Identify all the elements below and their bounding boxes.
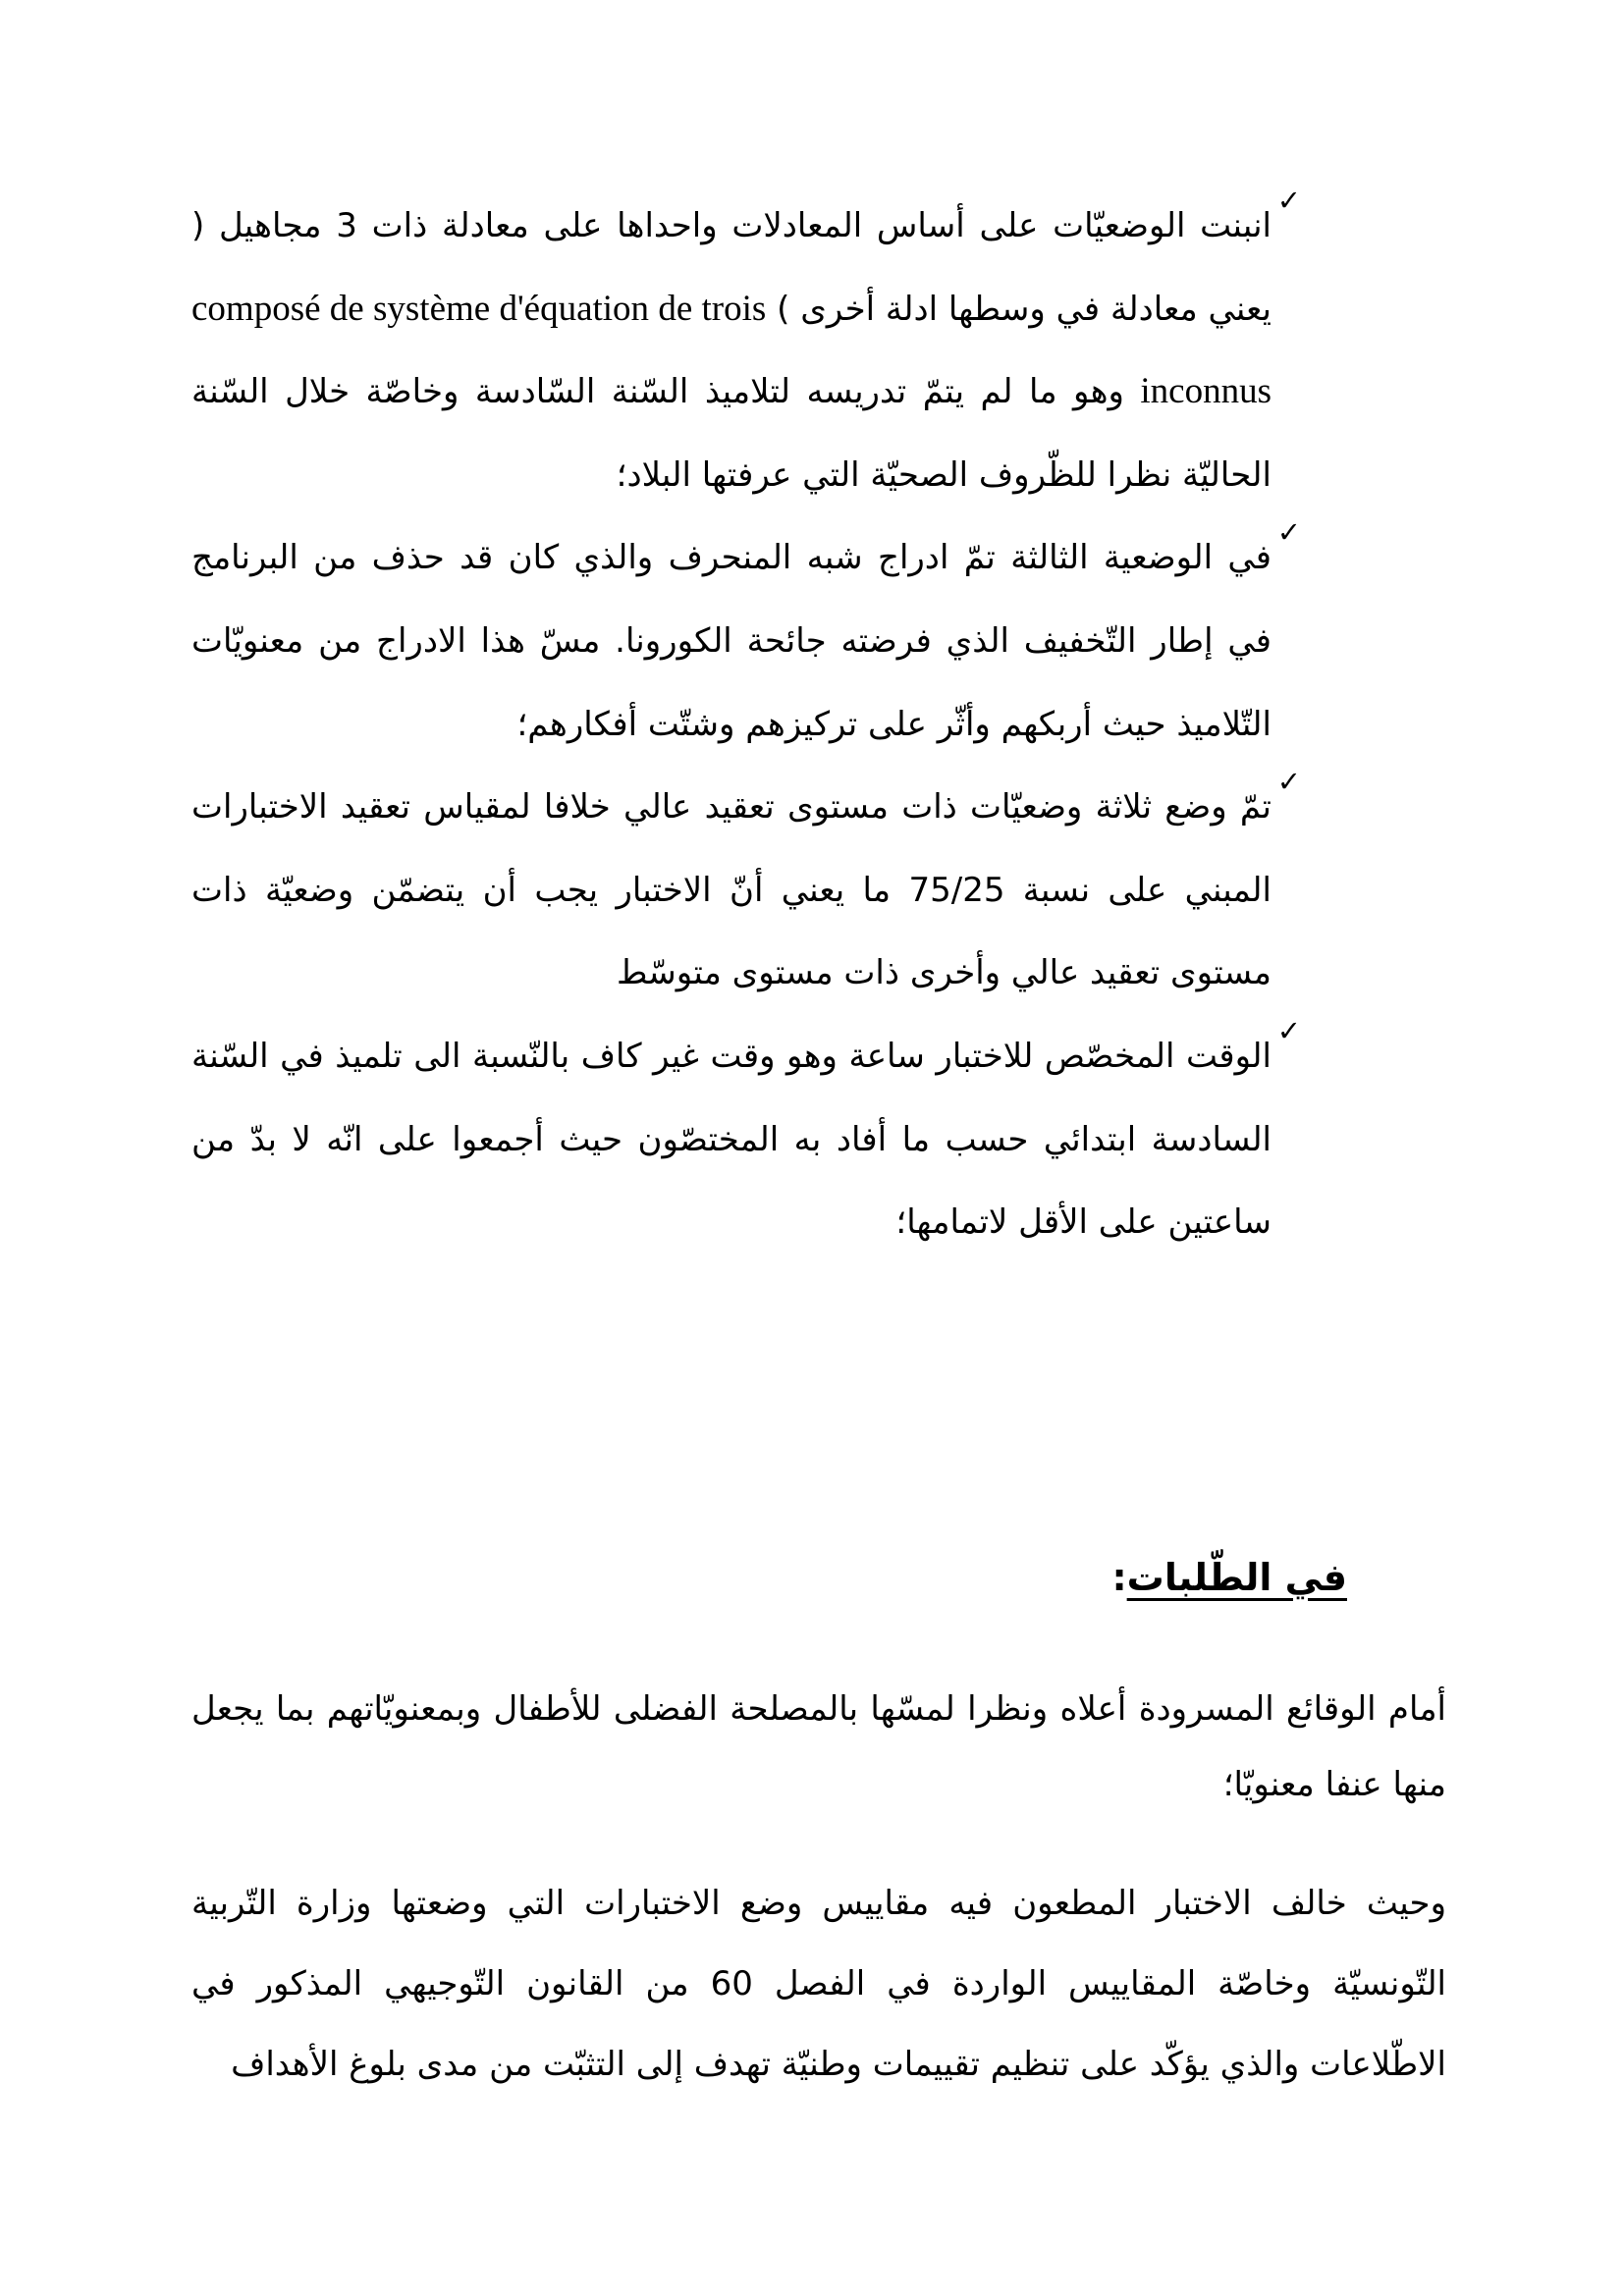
paragraph: وحيث خالف الاختبار المطعون فيه مقاييس وضع الاختبارات التي وضعتها وزارة التّربية التّونسيّة وخاصّة المقاييس الواردة في الفصل 60 من القانون التّوجيهي المذكور في الاطّلاعات والذي يؤكّد على تنظيم تقييمات وطنيّة تهدف إلى التثبّت من مدى بلوغ الأهداف <box>191 1884 1447 2084</box>
bullet-text: الوقت المخصّص للاختبار ساعة وهو وقت غير كاف بالنّسبة الى تلميذ في السّنة السادسة ابتدائي حسب ما أفاد به المختصّون حيث أجمعوا على انّه لا بدّ من ساعتين على الأقل لاتمامها؛ <box>191 1036 1271 1243</box>
list-item <box>191 1013 1301 1264</box>
check-icon: ✓ <box>1276 184 1301 217</box>
check-icon: ✓ <box>1276 765 1301 799</box>
objections-list <box>191 184 1301 1264</box>
check-icon: ✓ <box>1276 515 1301 550</box>
bullet-text-part: انبنت الوضعيّات على أساس المعادلات واحداها على معادلة ذات 3 مجاهيل ( يعني معادلة في وسطها ادلة أخرى ) <box>191 206 1272 329</box>
bullet-text-part: وهو ما لم يتمّ تدريسه لتلاميذ السّنة السّادسة وخاصّة خلال السّنة الحاليّة نظرا للظّروف الصحيّة التي عرفتها البلاد؛ <box>191 372 1271 495</box>
list-item <box>191 765 1301 1015</box>
check-icon: ✓ <box>1276 1013 1301 1047</box>
bullet-text: في الوضعية الثالثة تمّ ادراج شبه المنحرف والذي كان قد حذف من البرنامج في إطار التّخفيف الذي فرضته جائحة الكورونا. مسّ هذا الادراج من معنويّات التّلاميذ حيث أربكهم وأثّر على تركيزهم وشتّت أفكارهم؛ <box>191 538 1271 744</box>
list-item <box>191 184 1301 516</box>
list-item <box>191 515 1301 766</box>
paragraph: أمام الوقائع المسرودة أعلاه ونظرا لمسّها بالمصلحة الفضلى للأطفال وبمعنويّاتهم بما يجعل منها عنفا معنويّا؛ <box>191 1689 1446 1804</box>
french-term: composé de système d'équation de trois inconnus <box>191 288 1271 412</box>
heading-colon: : <box>1111 1556 1127 1599</box>
bullet-text <box>191 185 1271 516</box>
bullet-text: تمّ وضع ثلاثة وضعيّات ذات مستوى تعقيد عالي خلافا لمقياس تعقيد الاختبارات المبني على نسبة 75/25 ما يعني أنّ الاختبار يجب أن يتضمّن وضعيّة ذات مستوى تعقيد عالي وأخرى ذات مستوى متوسّط <box>191 787 1271 993</box>
requests-heading-text: في الطّلبات <box>1126 1556 1347 1599</box>
requests-heading <box>1111 1556 1347 1599</box>
